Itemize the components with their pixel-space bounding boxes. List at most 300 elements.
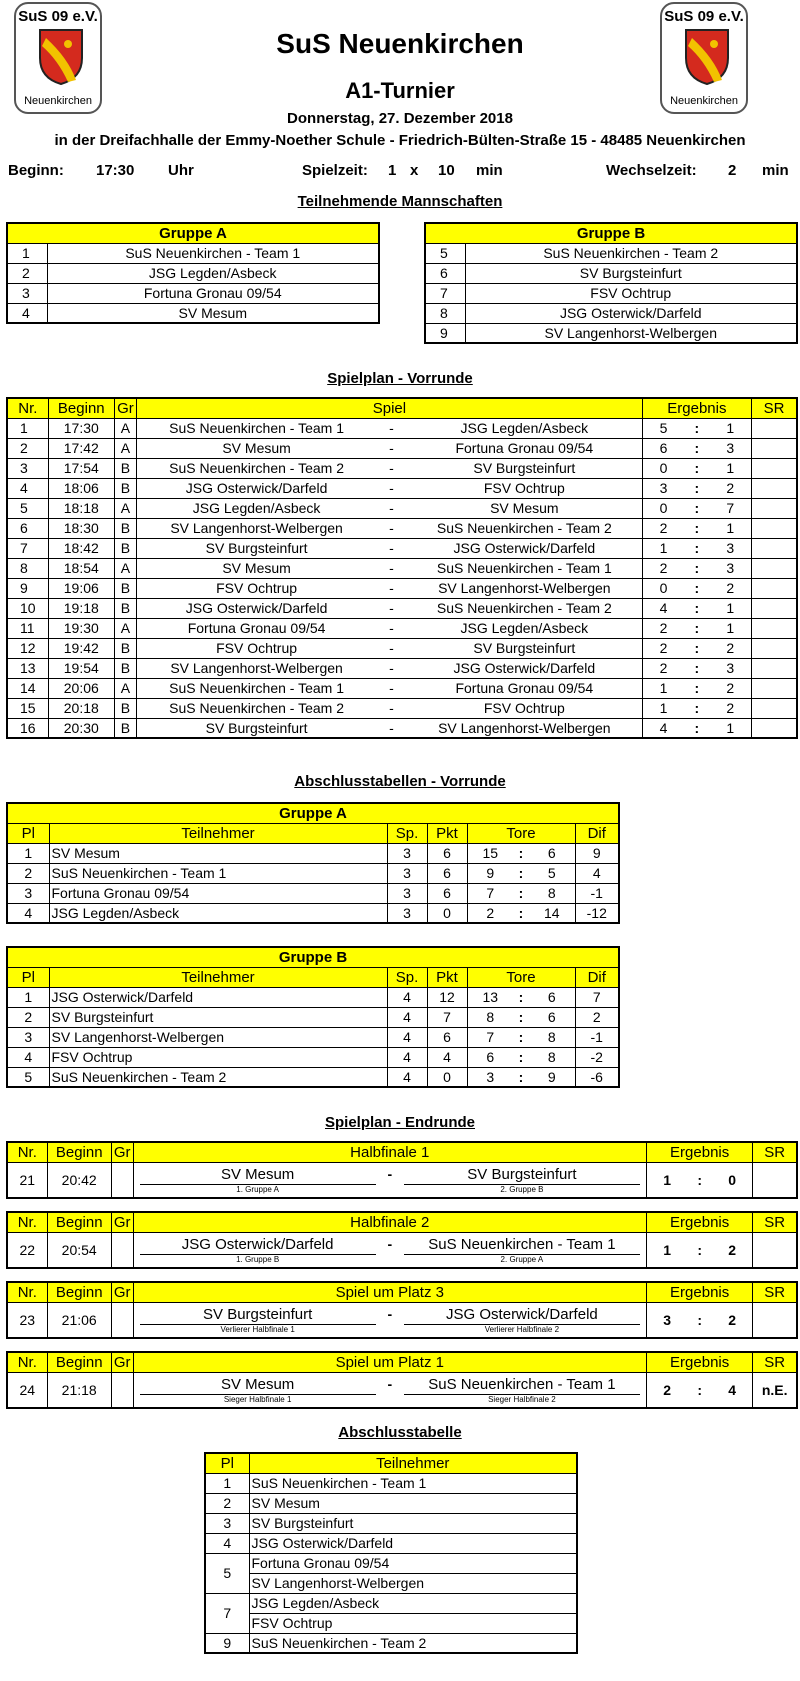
- section-title-teams: Teilnehmende Mannschaften: [297, 193, 503, 210]
- away-slot: [398, 1372, 647, 1408]
- team-row: [425, 323, 797, 343]
- final-round-game-table: [6, 1141, 798, 1199]
- place: 1: [7, 843, 49, 863]
- col-gr: Gr: [111, 1142, 133, 1162]
- goal-difference: 4: [575, 863, 619, 883]
- time-info-row: [0, 162, 800, 182]
- referee: [752, 618, 797, 638]
- score-colon: :: [687, 1372, 712, 1408]
- game-group: B: [114, 518, 136, 538]
- game-group: [111, 1232, 133, 1268]
- spielzeit-unit: min: [476, 162, 503, 179]
- final-round-game-table: [6, 1281, 798, 1339]
- col-sr: SR: [753, 1282, 797, 1302]
- away-team: FSV Ochtrup: [407, 478, 642, 498]
- away-team: JSG Legden/Asbeck: [407, 418, 642, 438]
- home-qualifier: 1. Gruppe B: [140, 1254, 376, 1264]
- away-score: 2: [709, 578, 751, 598]
- team-name: FSV Ochtrup: [249, 1613, 577, 1633]
- referee: n.E.: [753, 1372, 797, 1408]
- game-time: 20:42: [47, 1162, 111, 1198]
- place: 7: [205, 1593, 249, 1633]
- away-score: 1: [709, 598, 751, 618]
- place: 2: [205, 1493, 249, 1513]
- team-number: 3: [7, 283, 47, 303]
- goals-colon: :: [513, 1027, 529, 1047]
- team-row: [425, 263, 797, 283]
- away-score: 2: [709, 678, 751, 698]
- score-colon: :: [687, 1162, 712, 1198]
- referee: [752, 518, 797, 538]
- goal-difference: 2: [575, 1007, 619, 1027]
- score-colon: :: [684, 578, 709, 598]
- goals-for: 7: [467, 1027, 513, 1047]
- home-score: 5: [642, 418, 684, 438]
- col-sr: SR: [753, 1212, 797, 1232]
- col-spiel: Spiel: [137, 398, 643, 418]
- points: 6: [427, 1027, 467, 1047]
- goals-against: 9: [529, 1067, 575, 1087]
- away-team: FSV Ochtrup: [407, 698, 642, 718]
- goal-difference: -2: [575, 1047, 619, 1067]
- away-score: 1: [709, 618, 751, 638]
- col-ergebnis: Ergebnis: [642, 398, 751, 418]
- spielzeit-label: Spielzeit:: [302, 162, 368, 179]
- team-row: [7, 303, 379, 323]
- points: 6: [427, 843, 467, 863]
- col-nr: Nr.: [7, 398, 48, 418]
- referee: [753, 1162, 797, 1198]
- game-number: 4: [7, 478, 48, 498]
- game-row: [7, 698, 797, 718]
- logo-text-bottom: Neuenkirchen: [24, 95, 92, 107]
- versus-dash: -: [376, 678, 407, 698]
- col-sr: SR: [753, 1142, 797, 1162]
- points: 0: [427, 1067, 467, 1087]
- col-teilnehmer: Teilnehmer: [49, 967, 387, 987]
- game-row: [7, 518, 797, 538]
- col-dif: Dif: [575, 823, 619, 843]
- team-name: Fortuna Gronau 09/54: [47, 283, 379, 303]
- place: 2: [7, 863, 49, 883]
- team-name: SV Mesum: [249, 1493, 577, 1513]
- referee: [752, 578, 797, 598]
- game-group: B: [114, 478, 136, 498]
- final-round-game-row: [7, 1372, 797, 1408]
- referee: [753, 1302, 797, 1338]
- team-number: 7: [425, 283, 465, 303]
- away-score: 4: [712, 1372, 753, 1408]
- score-colon: :: [684, 418, 709, 438]
- goal-difference: -1: [575, 883, 619, 903]
- game-time: 19:42: [48, 638, 114, 658]
- game-time: 18:06: [48, 478, 114, 498]
- home-qualifier: 1. Gruppe A: [140, 1184, 376, 1194]
- referee: [752, 658, 797, 678]
- away-team: SV Langenhorst-Welbergen: [407, 718, 642, 738]
- away-score: 3: [709, 658, 751, 678]
- score-colon: :: [687, 1302, 712, 1338]
- score-colon: :: [684, 438, 709, 458]
- col-sp: Sp.: [387, 967, 427, 987]
- home-slot: [133, 1232, 382, 1268]
- away-score: 1: [709, 518, 751, 538]
- home-team: SV Burgsteinfurt: [203, 1305, 313, 1323]
- referee: [752, 478, 797, 498]
- team-name: SuS Neuenkirchen - Team 2: [49, 1067, 387, 1087]
- place: 1: [7, 987, 49, 1007]
- game-group: B: [114, 538, 136, 558]
- games-played: 4: [387, 1047, 427, 1067]
- place: 3: [205, 1513, 249, 1533]
- referee: [752, 538, 797, 558]
- score-colon: :: [684, 598, 709, 618]
- score-colon: :: [684, 638, 709, 658]
- points: 0: [427, 903, 467, 923]
- place: 4: [205, 1533, 249, 1553]
- col-ergebnis: Ergebnis: [647, 1282, 753, 1302]
- score-colon: :: [684, 558, 709, 578]
- games-played: 3: [387, 843, 427, 863]
- points: 12: [427, 987, 467, 1007]
- game-number: 16: [7, 718, 48, 738]
- away-team: Fortuna Gronau 09/54: [407, 438, 642, 458]
- team-name: SuS Neuenkirchen - Team 1: [249, 1473, 577, 1493]
- versus-dash: -: [376, 478, 407, 498]
- place: 1: [205, 1473, 249, 1493]
- goals-colon: :: [513, 843, 529, 863]
- game-row: [7, 678, 797, 698]
- team-row: [7, 263, 379, 283]
- game-time: 20:54: [47, 1232, 111, 1268]
- away-score: 1: [709, 458, 751, 478]
- game-number: 5: [7, 498, 48, 518]
- team-name: FSV Ochtrup: [465, 283, 797, 303]
- final-round-title: Spiel um Platz 1: [133, 1352, 646, 1372]
- final-standings-row: [205, 1593, 577, 1613]
- col-dif: Dif: [575, 967, 619, 987]
- game-number: 14: [7, 678, 48, 698]
- away-qualifier: 2. Gruppe B: [404, 1184, 640, 1194]
- away-slot: [398, 1162, 647, 1198]
- place: 2: [7, 1007, 49, 1027]
- col-gr: Gr: [111, 1282, 133, 1302]
- home-score: 1: [642, 678, 684, 698]
- game-number: 8: [7, 558, 48, 578]
- referee: [752, 458, 797, 478]
- score-colon: :: [684, 678, 709, 698]
- referee: [752, 598, 797, 618]
- away-score: 2: [712, 1302, 753, 1338]
- col-pl: Pl: [7, 967, 49, 987]
- game-row: [7, 638, 797, 658]
- away-qualifier: Verlierer Halbfinale 2: [404, 1324, 640, 1334]
- game-time: 19:54: [48, 658, 114, 678]
- col-beginn: Beginn: [47, 1142, 111, 1162]
- home-team: SV Burgsteinfurt: [137, 538, 376, 558]
- versus-dash: -: [382, 1232, 398, 1268]
- game-number: 11: [7, 618, 48, 638]
- standings-row: [7, 883, 619, 903]
- game-time: 20:30: [48, 718, 114, 738]
- game-number: 3: [7, 458, 48, 478]
- home-score: 0: [642, 578, 684, 598]
- section-title-tables: Abschlusstabellen - Vorrunde: [294, 773, 506, 790]
- final-round-header: [7, 1282, 797, 1302]
- score-colon: :: [687, 1232, 712, 1268]
- wechselzeit-unit: min: [762, 162, 789, 179]
- final-standings-row: [205, 1533, 577, 1553]
- col-tore: Tore: [467, 967, 575, 987]
- game-group: B: [114, 698, 136, 718]
- section-title-final: Abschlusstabelle: [338, 1424, 462, 1441]
- col-nr: Nr.: [7, 1142, 47, 1162]
- team-number: 4: [7, 303, 47, 323]
- home-score: 0: [642, 498, 684, 518]
- away-team: SuS Neuenkirchen - Team 2: [407, 598, 642, 618]
- game-group: A: [114, 438, 136, 458]
- place: 5: [205, 1553, 249, 1593]
- col-sp: Sp.: [387, 823, 427, 843]
- col-sr: SR: [752, 398, 797, 418]
- game-time: 20:06: [48, 678, 114, 698]
- points: 4: [427, 1047, 467, 1067]
- goals-for: 6: [467, 1047, 513, 1067]
- game-time: 18:30: [48, 518, 114, 538]
- home-team: SV Langenhorst-Welbergen: [137, 518, 376, 538]
- game-row: [7, 618, 797, 638]
- away-team: SV Langenhorst-Welbergen: [407, 578, 642, 598]
- games-played: 4: [387, 987, 427, 1007]
- referee: [752, 438, 797, 458]
- away-team: SV Burgsteinfurt: [407, 458, 642, 478]
- spielzeit-value: 10: [438, 162, 455, 179]
- team-name: JSG Osterwick/Darfeld: [465, 303, 797, 323]
- standings-group-b-table: [6, 946, 620, 1088]
- game-group: A: [114, 678, 136, 698]
- goals-against: 6: [529, 1007, 575, 1027]
- away-score: 7: [709, 498, 751, 518]
- spielzeit-x: x: [410, 162, 419, 179]
- versus-dash: -: [376, 698, 407, 718]
- away-score: 1: [709, 418, 751, 438]
- game-group: B: [114, 658, 136, 678]
- final-round-header: [7, 1142, 797, 1162]
- goals-for: 9: [467, 863, 513, 883]
- away-score: 2: [712, 1232, 753, 1268]
- team-name: SV Burgsteinfurt: [49, 1007, 387, 1027]
- away-team: SuS Neuenkirchen - Team 1: [428, 1375, 616, 1393]
- versus-dash: -: [376, 458, 407, 478]
- col-nr: Nr.: [7, 1352, 47, 1372]
- versus-dash: -: [376, 658, 407, 678]
- place: 3: [7, 883, 49, 903]
- team-number: 2: [7, 263, 47, 283]
- versus-dash: -: [376, 558, 407, 578]
- beginn-value: 17:30: [96, 162, 135, 179]
- home-team: FSV Ochtrup: [137, 638, 376, 658]
- game-group: A: [114, 498, 136, 518]
- referee: [752, 678, 797, 698]
- beginn-unit: Uhr: [168, 162, 194, 179]
- team-row: [7, 243, 379, 263]
- group-b-teams-table: [424, 222, 798, 344]
- games-played: 4: [387, 1027, 427, 1047]
- goals-colon: :: [513, 1007, 529, 1027]
- home-score: 1: [647, 1232, 688, 1268]
- games-played: 4: [387, 1067, 427, 1087]
- home-score: 2: [642, 558, 684, 578]
- versus-dash: -: [382, 1302, 398, 1338]
- game-number: 9: [7, 578, 48, 598]
- game-group: B: [114, 718, 136, 738]
- game-number: 21: [7, 1162, 47, 1198]
- goals-against: 8: [529, 1027, 575, 1047]
- away-team: SV Burgsteinfurt: [407, 638, 642, 658]
- away-team: JSG Osterwick/Darfeld: [407, 538, 642, 558]
- game-number: 15: [7, 698, 48, 718]
- logo-text-top: SuS 09 e.V.: [18, 8, 98, 25]
- col-beginn: Beginn: [48, 398, 114, 418]
- away-score: 2: [709, 638, 751, 658]
- away-qualifier: 2. Gruppe A: [404, 1254, 640, 1264]
- away-team: Fortuna Gronau 09/54: [407, 678, 642, 698]
- standings-row: [7, 987, 619, 1007]
- standings-row: [7, 843, 619, 863]
- versus-dash: -: [376, 618, 407, 638]
- standings-row: [7, 1007, 619, 1027]
- home-score: 1: [647, 1162, 688, 1198]
- team-name: SV Burgsteinfurt: [465, 263, 797, 283]
- final-round-title: Spiel um Platz 3: [133, 1282, 646, 1302]
- game-group: [111, 1162, 133, 1198]
- final-round-game-row: [7, 1232, 797, 1268]
- team-row: [7, 283, 379, 303]
- versus-dash: -: [376, 598, 407, 618]
- col-pkt: Pkt: [427, 967, 467, 987]
- home-score: 3: [647, 1302, 688, 1338]
- away-score: 1: [709, 718, 751, 738]
- game-number: 1: [7, 418, 48, 438]
- final-standings-row: [205, 1613, 577, 1633]
- away-score: 3: [709, 438, 751, 458]
- place: 9: [205, 1633, 249, 1653]
- goals-colon: :: [513, 1067, 529, 1087]
- page-subtitle: A1-Turnier: [345, 78, 455, 103]
- game-row: [7, 718, 797, 738]
- away-score: 3: [709, 538, 751, 558]
- col-ergebnis: Ergebnis: [647, 1142, 753, 1162]
- group-a-title: Gruppe A: [7, 223, 379, 243]
- group-b-title: Gruppe B: [425, 223, 797, 243]
- col-nr: Nr.: [7, 1282, 47, 1302]
- goals-against: 6: [529, 843, 575, 863]
- place: 5: [7, 1067, 49, 1087]
- points: 6: [427, 883, 467, 903]
- game-row: [7, 418, 797, 438]
- home-team: Fortuna Gronau 09/54: [137, 618, 376, 638]
- team-name: SV Langenhorst-Welbergen: [249, 1573, 577, 1593]
- game-row: [7, 438, 797, 458]
- wechselzeit-label: Wechselzeit:: [606, 162, 697, 179]
- home-score: 4: [642, 598, 684, 618]
- game-time: 18:54: [48, 558, 114, 578]
- game-number: 6: [7, 518, 48, 538]
- goals-for: 13: [467, 987, 513, 1007]
- team-name: JSG Legden/Asbeck: [49, 903, 387, 923]
- goals-colon: :: [513, 903, 529, 923]
- team-number: 1: [7, 243, 47, 263]
- logo-text-top: SuS 09 e.V.: [664, 8, 744, 25]
- col-beginn: Beginn: [47, 1352, 111, 1372]
- versus-dash: -: [376, 438, 407, 458]
- away-team: SuS Neuenkirchen - Team 1: [428, 1235, 616, 1253]
- team-name: SV Mesum: [47, 303, 379, 323]
- away-score: 2: [709, 478, 751, 498]
- game-time: 19:18: [48, 598, 114, 618]
- away-score: 2: [709, 698, 751, 718]
- goals-colon: :: [513, 863, 529, 883]
- game-number: 22: [7, 1232, 47, 1268]
- game-time: 19:06: [48, 578, 114, 598]
- standings-group-a-table: [6, 802, 620, 924]
- away-slot: [398, 1302, 647, 1338]
- page-title: SuS Neuenkirchen: [276, 28, 524, 59]
- game-number: 10: [7, 598, 48, 618]
- vorrunde-schedule-table: [6, 397, 798, 739]
- home-team: JSG Osterwick/Darfeld: [137, 598, 376, 618]
- final-round-header: [7, 1352, 797, 1372]
- team-name: SV Langenhorst-Welbergen: [49, 1027, 387, 1047]
- goals-against: 8: [529, 1047, 575, 1067]
- score-colon: :: [684, 478, 709, 498]
- goals-for: 3: [467, 1067, 513, 1087]
- away-team: SV Burgsteinfurt: [467, 1165, 577, 1183]
- standings-group-a-title: Gruppe A: [7, 803, 619, 823]
- home-score: 4: [642, 718, 684, 738]
- col-pl: Pl: [205, 1453, 249, 1473]
- game-time: 17:54: [48, 458, 114, 478]
- standings-row: [7, 863, 619, 883]
- final-standings-row: [205, 1493, 577, 1513]
- final-round-game-row: [7, 1162, 797, 1198]
- home-team: SuS Neuenkirchen - Team 1: [137, 678, 376, 698]
- away-team: SuS Neuenkirchen - Team 1: [407, 558, 642, 578]
- home-qualifier: Verlierer Halbfinale 1: [140, 1324, 376, 1334]
- away-score: 3: [709, 558, 751, 578]
- score-colon: :: [684, 698, 709, 718]
- game-time: 17:42: [48, 438, 114, 458]
- score-colon: :: [684, 498, 709, 518]
- game-group: A: [114, 418, 136, 438]
- col-pkt: Pkt: [427, 823, 467, 843]
- home-team: SV Burgsteinfurt: [137, 718, 376, 738]
- home-team: SuS Neuenkirchen - Team 2: [137, 458, 376, 478]
- goals-against: 5: [529, 863, 575, 883]
- goal-difference: -6: [575, 1067, 619, 1087]
- game-time: 20:18: [48, 698, 114, 718]
- logo-text-bottom: Neuenkirchen: [670, 95, 738, 107]
- standings-row: [7, 1047, 619, 1067]
- col-ergebnis: Ergebnis: [647, 1212, 753, 1232]
- score-colon: :: [684, 618, 709, 638]
- home-team: FSV Ochtrup: [137, 578, 376, 598]
- home-team: SV Mesum: [137, 438, 376, 458]
- home-team: JSG Osterwick/Darfeld: [181, 1235, 334, 1253]
- game-group: [111, 1372, 133, 1408]
- standings-row: [7, 903, 619, 923]
- game-row: [7, 458, 797, 478]
